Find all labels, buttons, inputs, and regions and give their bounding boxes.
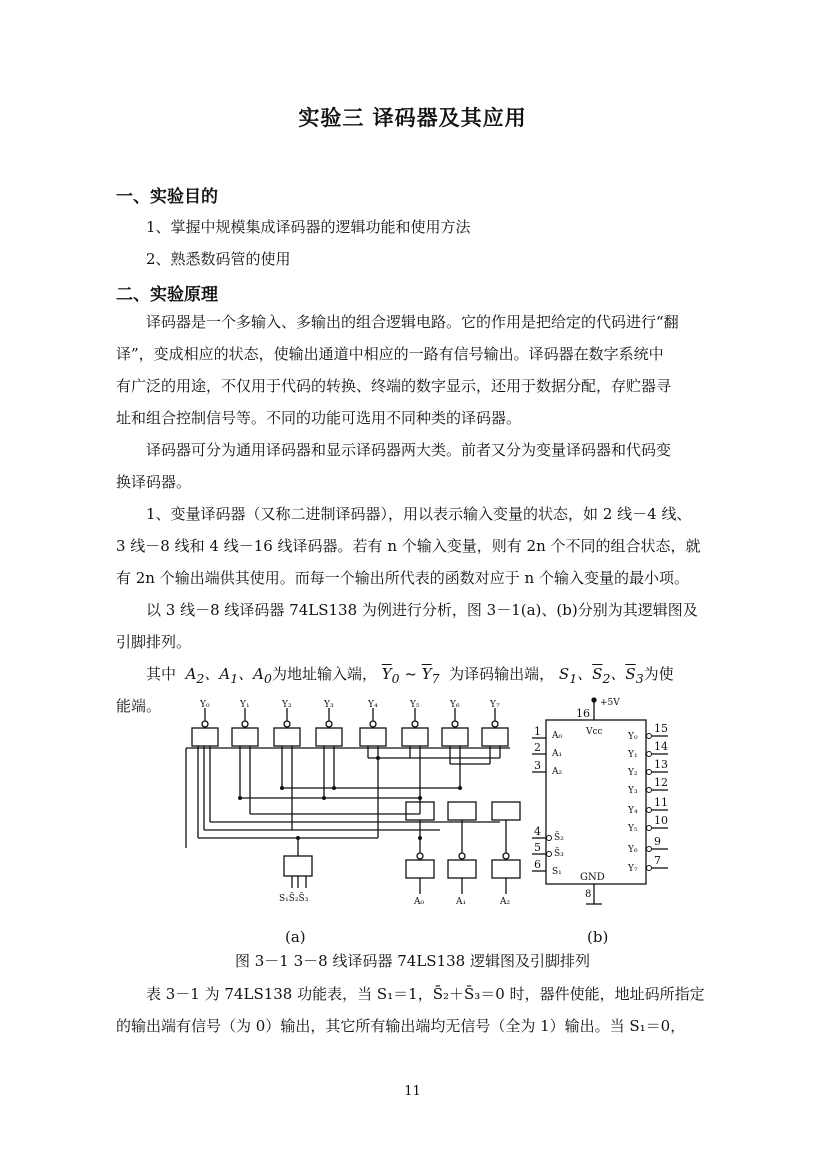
pin-diagram [528,694,698,908]
svg-text:7: 7 [654,854,661,867]
svg-text:Y₂: Y₂ [282,700,292,710]
svg-text:Y₄: Y₄ [368,700,378,710]
svg-text:Y₁: Y₁ [628,750,638,760]
svg-text:A₁: A₁ [456,897,467,907]
logic-diagram [180,698,525,908]
svg-text:Y₆: Y₆ [450,700,460,710]
svg-text:11: 11 [654,796,668,809]
svg-text:Y₇: Y₇ [490,700,500,710]
paragraph-line: 的输出端有信号（为 0）输出，其它所有输出端均无信号（全为 1）输出。当 S₁＝0， [116,1017,686,1035]
paragraph-line: 译”，变成相应的状态，使输出通道中相应的一路有信号输出。译码器在数字系统中 [116,345,664,363]
svg-text:5: 5 [534,841,541,854]
figure-label-a: (a) [285,928,306,946]
figure-label-b: (b) [587,928,609,946]
svg-text:S₁: S₁ [552,867,562,877]
svg-text:A₂: A₂ [500,897,511,907]
svg-text:S̄₃: S̄₃ [554,849,564,859]
svg-text:Y₂: Y₂ [628,768,638,778]
svg-text:8: 8 [585,889,592,900]
paragraph-line: 换译码器。 [116,473,192,491]
svg-text:Y₅: Y₅ [410,700,420,710]
svg-text:2: 2 [534,741,541,754]
svg-text:14: 14 [654,740,668,753]
svg-text:10: 10 [654,814,668,827]
svg-text:Y₆: Y₆ [628,845,638,855]
section-heading-principle: 二、实验原理 [116,285,218,305]
svg-text:15: 15 [654,722,668,735]
paragraph-line: 表 3－1 为 74LS138 功能表，当 S₁＝1，S̄₂＋S̄₃＝0 时，器件使能，地址码所指定 [146,985,705,1003]
svg-text:A₀: A₀ [552,731,563,741]
svg-text:S₁S̄₂S̄₃: S₁S̄₂S̄₃ [279,894,309,904]
page-title: 实验三 译码器及其应用 [298,106,527,130]
svg-text:Y₃: Y₃ [324,700,334,710]
svg-text:Vcc: Vcc [586,727,603,737]
paragraph-line: 引脚排列。 [116,633,192,651]
paragraph-line-symbols: 其中 $A_2$、$A_1$、$A_0$为地址输入端， $\overline{Y}_0$ ~ $\overline{Y}_7$ 为译码输出端， $S_1$、$\overline{S}_2$、$\overline{S}_3$为使 [146,665,674,686]
svg-text:Y₅: Y₅ [628,824,638,834]
svg-text:GND: GND [580,872,605,883]
paragraph-line: 译码器是一个多输入、多输出的组合逻辑电路。它的作用是把给定的代码进行“翻 [146,313,679,331]
svg-text:1: 1 [534,725,541,738]
paragraph-line: 3 线－8 线和 4 线－16 线译码器。若有 n 个输入变量，则有 2n 个不同的组合状态，就 [116,537,701,555]
svg-text:S̄₂: S̄₂ [554,833,564,843]
svg-text:Y₀: Y₀ [200,700,210,710]
svg-text:16: 16 [576,707,590,720]
svg-text:3: 3 [534,759,541,772]
svg-text:A₂: A₂ [552,767,563,777]
svg-text:Y₁: Y₁ [240,700,250,710]
svg-text:4: 4 [534,825,541,838]
svg-text:Y₀: Y₀ [628,732,638,742]
svg-text:9: 9 [654,835,661,848]
section-heading-objectives: 一、实验目的 [116,187,218,207]
svg-text:A₀: A₀ [414,897,425,907]
paragraph-line: 能端。 [116,697,162,715]
paragraph-line: 以 3 线－8 线译码器 74LS138 为例进行分析，图 3－1(a)、(b)分别为其逻辑图及 [146,601,698,619]
paragraph-line: 译码器可分为通用译码器和显示译码器两大类。前者又分为变量译码器和代码变 [146,441,672,459]
svg-text:Y₇: Y₇ [628,864,638,874]
paragraph-line: 址和组合控制信号等。不同的功能可选用不同种类的译码器。 [116,409,522,427]
svg-text:Y₄: Y₄ [628,806,638,816]
svg-text:6: 6 [534,858,541,871]
svg-text:A₁: A₁ [552,749,563,759]
paragraph-line: 1、变量译码器（又称二进制译码器），用以表示输入变量的状态，如 2 线－4 线、 [146,505,692,523]
svg-text:13: 13 [654,758,668,771]
objective-item-1: 1、掌握中规模集成译码器的逻辑功能和使用方法 [146,218,471,236]
svg-text:12: 12 [654,776,668,789]
page-number: 11 [404,1084,421,1099]
paragraph-line: 有广泛的用途，不仅用于代码的转换、终端的数字显示，还用于数据分配，存贮器寻 [116,377,672,395]
objective-item-2: 2、熟悉数码管的使用 [146,250,291,268]
svg-text:+5V: +5V [600,698,620,708]
figure-caption: 图 3－1 3－8 线译码器 74LS138 逻辑图及引脚排列 [235,952,590,970]
paragraph-line: 有 2n 个输出端供其使用。而每一个输出所代表的函数对应于 n 个输入变量的最小项。 [116,569,689,587]
svg-text:Y₃: Y₃ [628,786,638,796]
